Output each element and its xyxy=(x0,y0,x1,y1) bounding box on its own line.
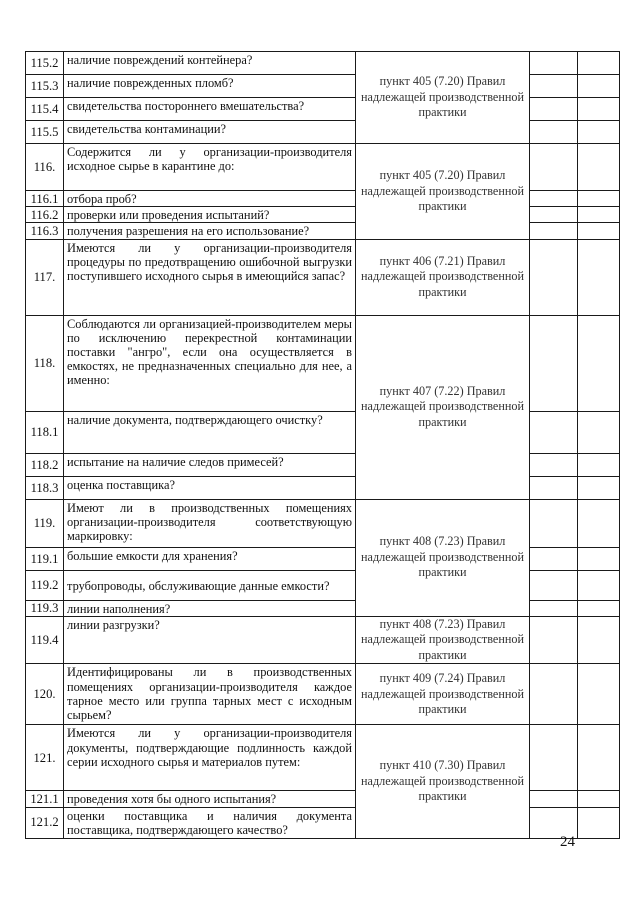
answer-cell xyxy=(530,239,578,315)
reference-cell: пункт 409 (7.24) Правил надлежащей производственной практики xyxy=(356,664,530,725)
answer-cell xyxy=(530,223,578,239)
answer-cell xyxy=(530,144,578,191)
table-row xyxy=(26,144,620,191)
table-row xyxy=(26,121,620,144)
reference-cell: пункт 405 (7.20) Правил надлежащей производственной практики xyxy=(356,144,530,240)
reference-cell: пункт 407 (7.22) Правил надлежащей производственной практики xyxy=(356,315,530,499)
question-text: оценки поставщика и наличия документа поставщика, подтверждающего качество? xyxy=(64,807,356,838)
item-number: 121. xyxy=(26,725,64,791)
item-number: 120. xyxy=(26,664,64,725)
answer-cell xyxy=(530,616,578,664)
table-row xyxy=(26,239,620,315)
comment-cell xyxy=(578,75,620,98)
answer-cell xyxy=(530,791,578,807)
item-number: 121.2 xyxy=(26,807,64,838)
reference-cell: пункт 408 (7.23) Правил надлежащей производственной практики xyxy=(356,616,530,664)
item-number: 115.4 xyxy=(26,98,64,121)
reference-cell: пункт 405 (7.20) Правил надлежащей производственной практики xyxy=(356,52,530,144)
table-row xyxy=(26,411,620,453)
page-number: 24 xyxy=(560,834,575,850)
comment-cell xyxy=(578,725,620,791)
answer-cell xyxy=(530,600,578,616)
comment-cell xyxy=(578,453,620,476)
checklist-table xyxy=(25,51,620,839)
question-text: испытание на наличие следов примесей? xyxy=(64,453,356,476)
comment-cell xyxy=(578,98,620,121)
answer-cell xyxy=(530,52,578,75)
comment-cell xyxy=(578,191,620,207)
question-text: Идентифицированы ли в производственных помещениях организации-производителя каждое тарное место или группа тарных мест с исходным сырьем? xyxy=(64,664,356,725)
question-text: отбора проб? xyxy=(64,191,356,207)
answer-cell xyxy=(530,121,578,144)
comment-cell xyxy=(578,664,620,725)
reference-cell: пункт 408 (7.23) Правил надлежащей производственной практики xyxy=(356,499,530,616)
table-row xyxy=(26,600,620,616)
comment-cell xyxy=(578,411,620,453)
table-row xyxy=(26,547,620,570)
table-row xyxy=(26,664,620,725)
answer-cell xyxy=(530,207,578,223)
table-row xyxy=(26,725,620,791)
item-number: 119.1 xyxy=(26,547,64,570)
table-row xyxy=(26,616,620,664)
item-number: 116.1 xyxy=(26,191,64,207)
item-number: 121.1 xyxy=(26,791,64,807)
table-row xyxy=(26,52,620,75)
table-row xyxy=(26,570,620,600)
question-text: свидетельства контаминации? xyxy=(64,121,356,144)
table-row xyxy=(26,315,620,411)
answer-cell xyxy=(530,664,578,725)
item-number: 115.3 xyxy=(26,75,64,98)
item-number: 119.2 xyxy=(26,570,64,600)
reference-cell: пункт 410 (7.30) Правил надлежащей производственной практики xyxy=(356,725,530,838)
item-number: 116.2 xyxy=(26,207,64,223)
item-number: 118.2 xyxy=(26,453,64,476)
comment-cell xyxy=(578,476,620,499)
comment-cell xyxy=(578,121,620,144)
table-row xyxy=(26,191,620,207)
reference-cell: пункт 406 (7.21) Правил надлежащей производственной практики xyxy=(356,239,530,315)
item-number: 115.5 xyxy=(26,121,64,144)
comment-cell xyxy=(578,807,620,838)
question-text: наличие повреждений контейнера? xyxy=(64,52,356,75)
answer-cell xyxy=(530,191,578,207)
table-row xyxy=(26,807,620,838)
question-text: проведения хотя бы одного испытания? xyxy=(64,791,356,807)
answer-cell xyxy=(530,411,578,453)
item-number: 116. xyxy=(26,144,64,191)
question-text: линии разгрузки? xyxy=(64,616,356,664)
question-text: Имеются ли у организации-производителя процедуры по предотвращению ошибочной выгрузки поступившего исходного сырья в имеющийся запас? xyxy=(64,239,356,315)
question-text: Имеют ли в производственных помещениях организации-производителя соответствующую маркировку: xyxy=(64,499,356,547)
answer-cell xyxy=(530,315,578,411)
question-text: оценка поставщика? xyxy=(64,476,356,499)
item-number: 118.3 xyxy=(26,476,64,499)
item-number: 118.1 xyxy=(26,411,64,453)
table-row xyxy=(26,476,620,499)
comment-cell xyxy=(578,223,620,239)
comment-cell xyxy=(578,207,620,223)
answer-cell xyxy=(530,547,578,570)
answer-cell xyxy=(530,75,578,98)
item-number: 117. xyxy=(26,239,64,315)
question-text: получения разрешения на его использование? xyxy=(64,223,356,239)
answer-cell xyxy=(530,725,578,791)
comment-cell xyxy=(578,52,620,75)
question-text: свидетельства постороннего вмешательства? xyxy=(64,98,356,121)
comment-cell xyxy=(578,315,620,411)
question-text: большие емкости для хранения? xyxy=(64,547,356,570)
answer-cell xyxy=(530,476,578,499)
table-row xyxy=(26,75,620,98)
table-row xyxy=(26,207,620,223)
item-number: 119. xyxy=(26,499,64,547)
table-row xyxy=(26,791,620,807)
table-row xyxy=(26,453,620,476)
comment-cell xyxy=(578,239,620,315)
question-text: Имеются ли у организации-производителя документы, подтверждающие подлинность каждой серии исходного сырья и материалов путем: xyxy=(64,725,356,791)
item-number: 119.4 xyxy=(26,616,64,664)
answer-cell xyxy=(530,570,578,600)
comment-cell xyxy=(578,791,620,807)
question-text: линии наполнения? xyxy=(64,600,356,616)
question-text: Соблюдаются ли организацией-производителем меры по исключению перекрестной контаминации поставки "ангро", если она осуществляется в емкостях, не предназначенных специально для нее, а именно: xyxy=(64,315,356,411)
comment-cell xyxy=(578,600,620,616)
item-number: 116.3 xyxy=(26,223,64,239)
item-number: 118. xyxy=(26,315,64,411)
question-text: трубопроводы, обслуживающие данные емкости? xyxy=(64,570,356,600)
table-row xyxy=(26,98,620,121)
comment-cell xyxy=(578,499,620,547)
comment-cell xyxy=(578,144,620,191)
question-text: проверки или проведения испытаний? xyxy=(64,207,356,223)
comment-cell xyxy=(578,616,620,664)
item-number: 115.2 xyxy=(26,52,64,75)
question-text: наличие поврежденных пломб? xyxy=(64,75,356,98)
table-row xyxy=(26,223,620,239)
question-text: Содержится ли у организации-производителя исходное сырье в карантине до: xyxy=(64,144,356,191)
answer-cell xyxy=(530,453,578,476)
table-row xyxy=(26,499,620,547)
question-text: наличие документа, подтверждающего очистку? xyxy=(64,411,356,453)
comment-cell xyxy=(578,547,620,570)
comment-cell xyxy=(578,570,620,600)
answer-cell xyxy=(530,499,578,547)
answer-cell xyxy=(530,98,578,121)
item-number: 119.3 xyxy=(26,600,64,616)
